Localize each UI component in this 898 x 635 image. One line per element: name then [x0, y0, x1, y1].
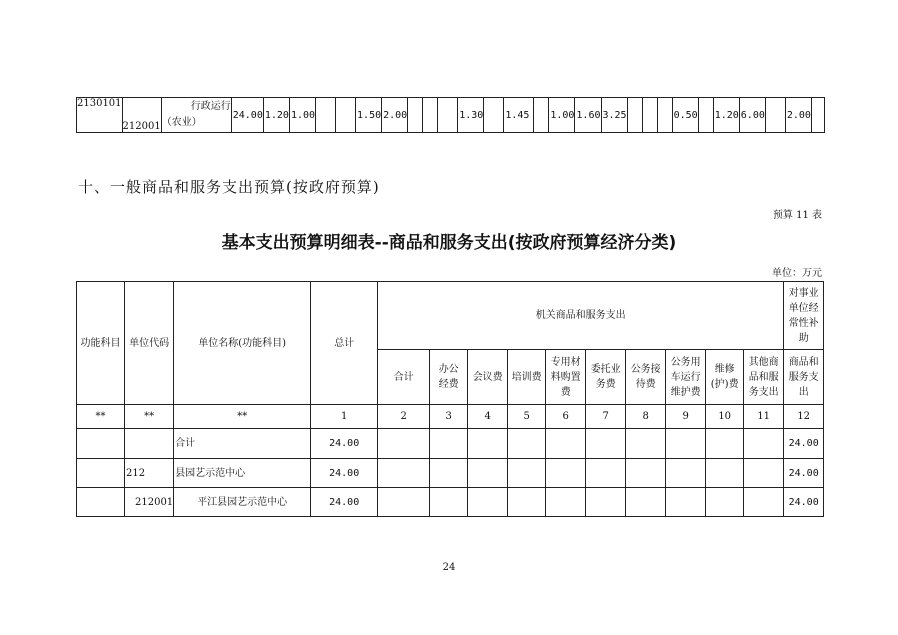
value-cell — [408, 98, 423, 133]
index-cell: 10 — [706, 405, 744, 429]
header-sub: 合计 — [378, 350, 430, 405]
index-cell: 8 — [626, 405, 666, 429]
value-cell — [316, 98, 336, 133]
value-cell: 1.00 — [289, 98, 315, 133]
value-cell — [438, 98, 458, 133]
index-cell: 2 — [378, 405, 430, 429]
value-cell — [423, 98, 438, 133]
header-unit-code: 单位代码 — [125, 282, 174, 405]
code-cell: 212001 — [125, 488, 174, 517]
header-sub: 维修(护)费 — [706, 350, 744, 405]
index-cell: 4 — [468, 405, 508, 429]
value-cell — [698, 98, 713, 133]
index-cell: ** — [77, 405, 125, 429]
value-cell: 3.25 — [601, 98, 627, 133]
index-cell: 7 — [586, 405, 626, 429]
code-cell: 212 — [125, 459, 174, 488]
index-cell: ** — [125, 405, 174, 429]
header-sub: 会议费 — [468, 350, 508, 405]
value-cell — [534, 98, 549, 133]
value-cell — [484, 98, 504, 133]
index-cell: 12 — [784, 405, 824, 429]
value-cell — [642, 98, 657, 133]
header-total: 总计 — [311, 282, 378, 405]
value-cell: 24.00 — [231, 98, 263, 133]
index-cell: 1 — [311, 405, 378, 429]
header-sub: 委托业务费 — [586, 350, 626, 405]
func-cell — [77, 429, 125, 459]
value-cell: 1.30 — [458, 98, 484, 133]
header-sub: 专用材料购置费 — [546, 350, 586, 405]
header-sub: 公务用车运行维护费 — [666, 350, 706, 405]
header-func-subject: 功能科目 — [77, 282, 125, 405]
value-cell: 1.20 — [713, 98, 739, 133]
total-cell: 24.00 — [311, 459, 378, 488]
table-title: 基本支出预算明细表--商品和服务支出(按政府预算经济分类) — [221, 233, 677, 253]
unit-code: 212001 — [122, 121, 161, 132]
header-subsidy-sub: 商品和服务支出 — [784, 350, 824, 405]
table-row — [77, 98, 825, 133]
value-cell — [627, 98, 642, 133]
subsidy-cell: 24.00 — [784, 488, 824, 517]
index-cell: 9 — [666, 405, 706, 429]
func-code-cell — [77, 98, 123, 133]
value-cell: 1.45 — [504, 98, 534, 133]
value-cell: 0.50 — [672, 98, 698, 133]
func-cell — [77, 459, 125, 488]
subsidy-cell: 24.00 — [784, 459, 824, 488]
unit-code-cell — [122, 98, 161, 133]
value-cell: 2.00 — [785, 98, 811, 133]
unit-name-line1: 行政运行 — [190, 101, 231, 112]
total-cell: 24.00 — [311, 429, 378, 459]
header-sub: 其他商品和服务支出 — [744, 350, 784, 405]
header-unit-name: 单位名称(功能科目) — [174, 282, 311, 405]
unit-label: 单位：万元 — [772, 268, 822, 279]
header-sub: 公务接待费 — [626, 350, 666, 405]
continuation-table — [76, 97, 825, 133]
index-cell: 5 — [508, 405, 546, 429]
index-row — [77, 405, 824, 429]
table-row — [77, 488, 824, 517]
value-cell — [811, 98, 824, 133]
index-cell: ** — [174, 405, 311, 429]
header-row-1 — [77, 282, 824, 350]
value-cell: 1.20 — [263, 98, 289, 133]
name-cell: 县园艺示范中心 — [174, 459, 311, 488]
value-cell: 1.00 — [549, 98, 575, 133]
name-cell: 平江县园艺示范中心 — [174, 488, 311, 517]
header-subsidy: 对事业单位经常性补助 — [784, 282, 824, 350]
value-cell — [765, 98, 785, 133]
table-number: 预算 11 表 — [772, 210, 822, 221]
value-cell: 2.00 — [382, 98, 408, 133]
unit-name-line2: （农业） — [161, 117, 202, 128]
header-sub: 培训费 — [508, 350, 546, 405]
value-cell: 6.00 — [739, 98, 765, 133]
total-cell: 24.00 — [311, 488, 378, 517]
code-cell — [125, 429, 174, 459]
budget-detail-table — [76, 281, 824, 517]
index-cell: 11 — [744, 405, 784, 429]
name-cell: 合计 — [174, 429, 311, 459]
header-group: 机关商品和服务支出 — [378, 282, 784, 350]
index-cell: 6 — [546, 405, 586, 429]
value-cell — [657, 98, 672, 133]
table-row — [77, 429, 824, 459]
value-cell — [336, 98, 356, 133]
header-sub: 办公经费 — [430, 350, 468, 405]
func-code: 2130101 — [77, 98, 122, 109]
value-cell: 1.50 — [356, 98, 382, 133]
subsidy-cell: 24.00 — [784, 429, 824, 459]
page-number: 24 — [442, 562, 456, 573]
unit-name-cell — [161, 98, 231, 133]
value-cell: 1.60 — [575, 98, 601, 133]
func-cell — [77, 488, 125, 517]
section-heading: 十、一般商品和服务支出预算(按政府预算) — [78, 178, 380, 196]
index-cell: 3 — [430, 405, 468, 429]
table-row — [77, 459, 824, 488]
